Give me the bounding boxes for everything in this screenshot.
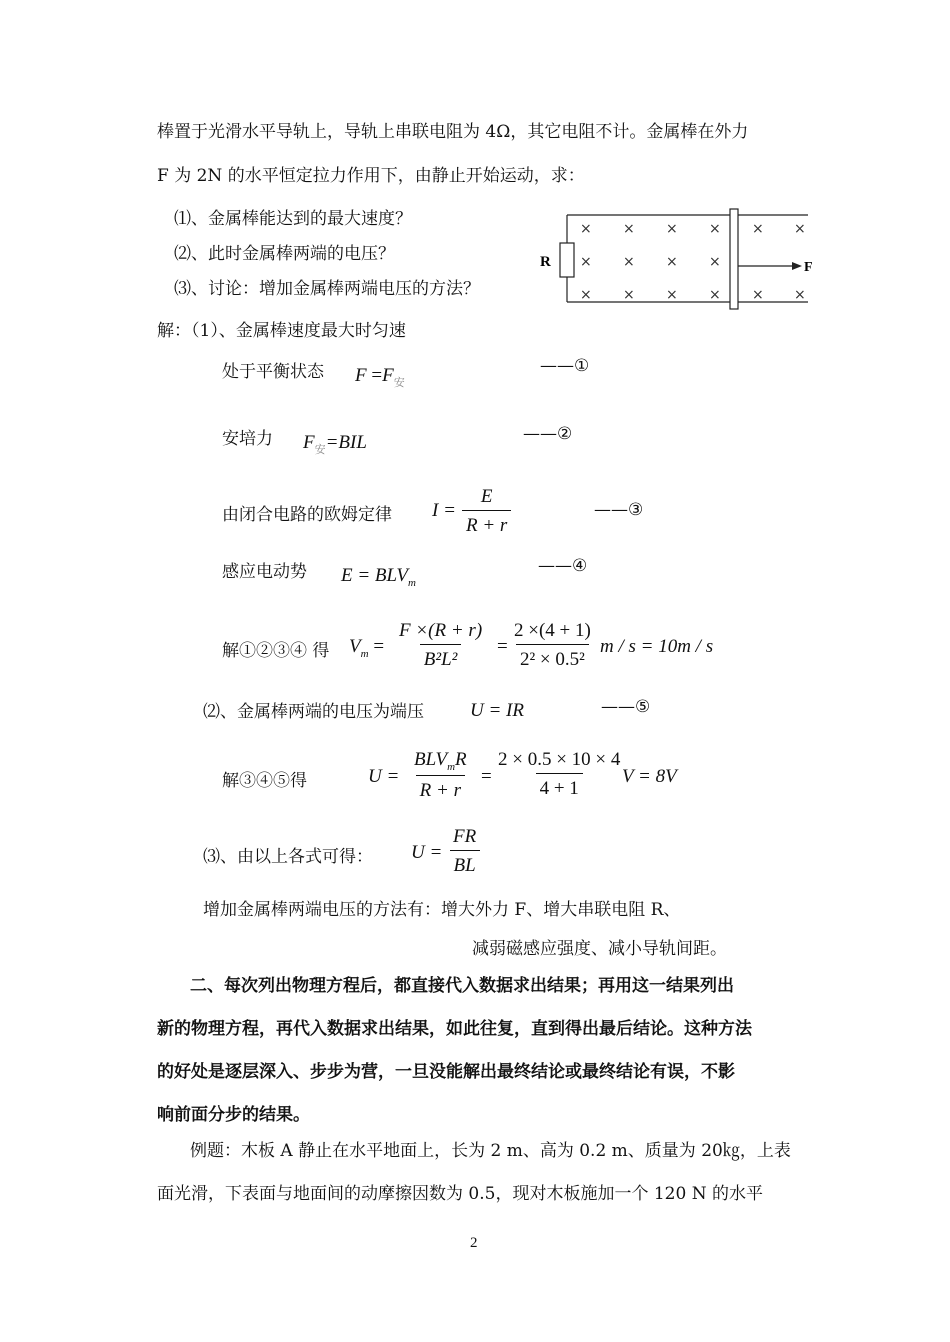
svg-text:×: ×	[623, 254, 635, 270]
eq2-tag: ——②	[523, 424, 573, 444]
intro-line-1: 棒置于光滑水平导轨上，导轨上串联电阻为 4Ω，其它电阻不计。金属棒在外力	[157, 122, 749, 142]
svg-text:×: ×	[709, 221, 721, 237]
section2-line-1: 二、每次列出物理方程后，都直接代入数据求出结果；再用这一结果列出	[190, 976, 734, 996]
example-line-2: 面光滑，下表面与地面间的动摩擦因数为 0.5，现对木板施加一个 120 N 的水平	[157, 1184, 763, 1204]
solution-3-text: ⑶、由以上各式可得：	[203, 847, 373, 867]
solution-2-tag: ——⑤	[601, 697, 651, 717]
eq1-tag: ——①	[540, 356, 590, 376]
eq2-expression: $F_安=BIL$	[303, 432, 367, 456]
question-3: ⑶、讨论：增加金属棒两端电压的方法？	[174, 279, 480, 299]
svg-text:×: ×	[666, 221, 678, 237]
solution-3-fraction: $\frac{FR}{BL}$	[449, 826, 480, 877]
eq5-left: $V_m$ =	[349, 636, 385, 660]
section2-line-3: 的好处是逐层深入、步步为营，一旦没能解出最终结论或最终结论有误，不影	[157, 1062, 735, 1082]
eq6-fraction-2: $\frac{2 \times 0.5 \times 10 \times 4}{4 + 1}$	[498, 749, 621, 799]
eq5-fraction-2: $\frac{2 \times(4 + 1)}{\text{2² × 0.5²}}$	[514, 620, 591, 670]
eq2-text: 安培力	[222, 429, 273, 449]
conclusion-line-1: 增加金属棒两端电压的方法有：增大外力 F、增大串联电阻 R、	[203, 900, 681, 920]
svg-text:×: ×	[752, 287, 764, 303]
magnetic-field-marks	[580, 221, 806, 303]
conclusion-line-2: 减弱磁感应强度、减小导轨间距。	[472, 939, 727, 959]
svg-text:×: ×	[794, 221, 806, 237]
eq6-result: V = 8V	[622, 766, 677, 787]
eq5-result: m / s = 10m / s	[600, 636, 714, 657]
svg-text:×: ×	[666, 287, 678, 303]
section2-line-2: 新的物理方程，再代入数据求出结果，如此往复，直到得出最后结论。这种方法	[157, 1019, 752, 1039]
svg-text:×: ×	[623, 221, 635, 237]
svg-text:×: ×	[623, 287, 635, 303]
eq5-equals: =	[497, 636, 508, 657]
solution-2-expression: U = IR	[470, 700, 524, 721]
resistor-label: R	[540, 254, 551, 270]
eq1-text: 处于平衡状态	[222, 362, 324, 382]
eq6-fraction-1: $BLV_mR$ R + r	[414, 749, 467, 801]
eq4-tag: ——④	[538, 556, 588, 576]
eq1-expression: $F =F_安$	[355, 365, 405, 389]
svg-text:×: ×	[709, 254, 721, 270]
svg-text:×: ×	[666, 254, 678, 270]
svg-text:×: ×	[709, 287, 721, 303]
eq3-text: 由闭合电路的欧姆定律	[222, 505, 392, 525]
circuit-diagram	[530, 205, 830, 315]
solution-3-left: U =	[411, 842, 443, 863]
svg-text:×: ×	[580, 221, 592, 237]
resistor	[560, 243, 574, 277]
page-number: 2	[470, 1235, 478, 1251]
eq6-text: 解③④⑤得	[222, 771, 307, 791]
eq5-fraction-1: $\frac{F \times(R + r)}{\text{B²L²}}$	[399, 620, 483, 670]
eq6-left: U =	[368, 766, 400, 787]
eq4-expression: $E = BLV_m$	[341, 565, 416, 589]
example-line-1: 例题：木板 A 静止在水平地面上，长为 2 m、高为 0.2 m、质量为 20㎏，上表	[190, 1141, 791, 1161]
eq6-equals: =	[481, 766, 492, 787]
eq3-fraction: $\frac{E}{R + r}$	[462, 486, 511, 537]
svg-text:×: ×	[752, 221, 764, 237]
solution-2-text: ⑵、金属棒两端的电压为端压	[203, 702, 424, 722]
eq3-left: I =	[432, 500, 456, 521]
svg-text:×: ×	[794, 287, 806, 303]
eq5-text: 解①②③④ 得	[222, 641, 330, 661]
svg-text:×: ×	[580, 254, 592, 270]
question-1: ⑴、金属棒能达到的最大速度？	[174, 209, 412, 229]
svg-text:×: ×	[580, 287, 592, 303]
eq4-text: 感应电动势	[222, 562, 307, 582]
solution-1-label: 解：（1）、金属棒速度最大时匀速	[157, 321, 406, 341]
eq3-tag: ——③	[594, 500, 644, 520]
section2-line-4: 响前面分步的结果。	[157, 1105, 310, 1125]
intro-line-2: F 为 2N 的水平恒定拉力作用下，由静止开始运动，求：	[157, 166, 585, 186]
question-2: ⑵、此时金属棒两端的电压？	[174, 244, 395, 264]
metal-rod	[730, 209, 738, 309]
force-label: F	[804, 260, 813, 275]
